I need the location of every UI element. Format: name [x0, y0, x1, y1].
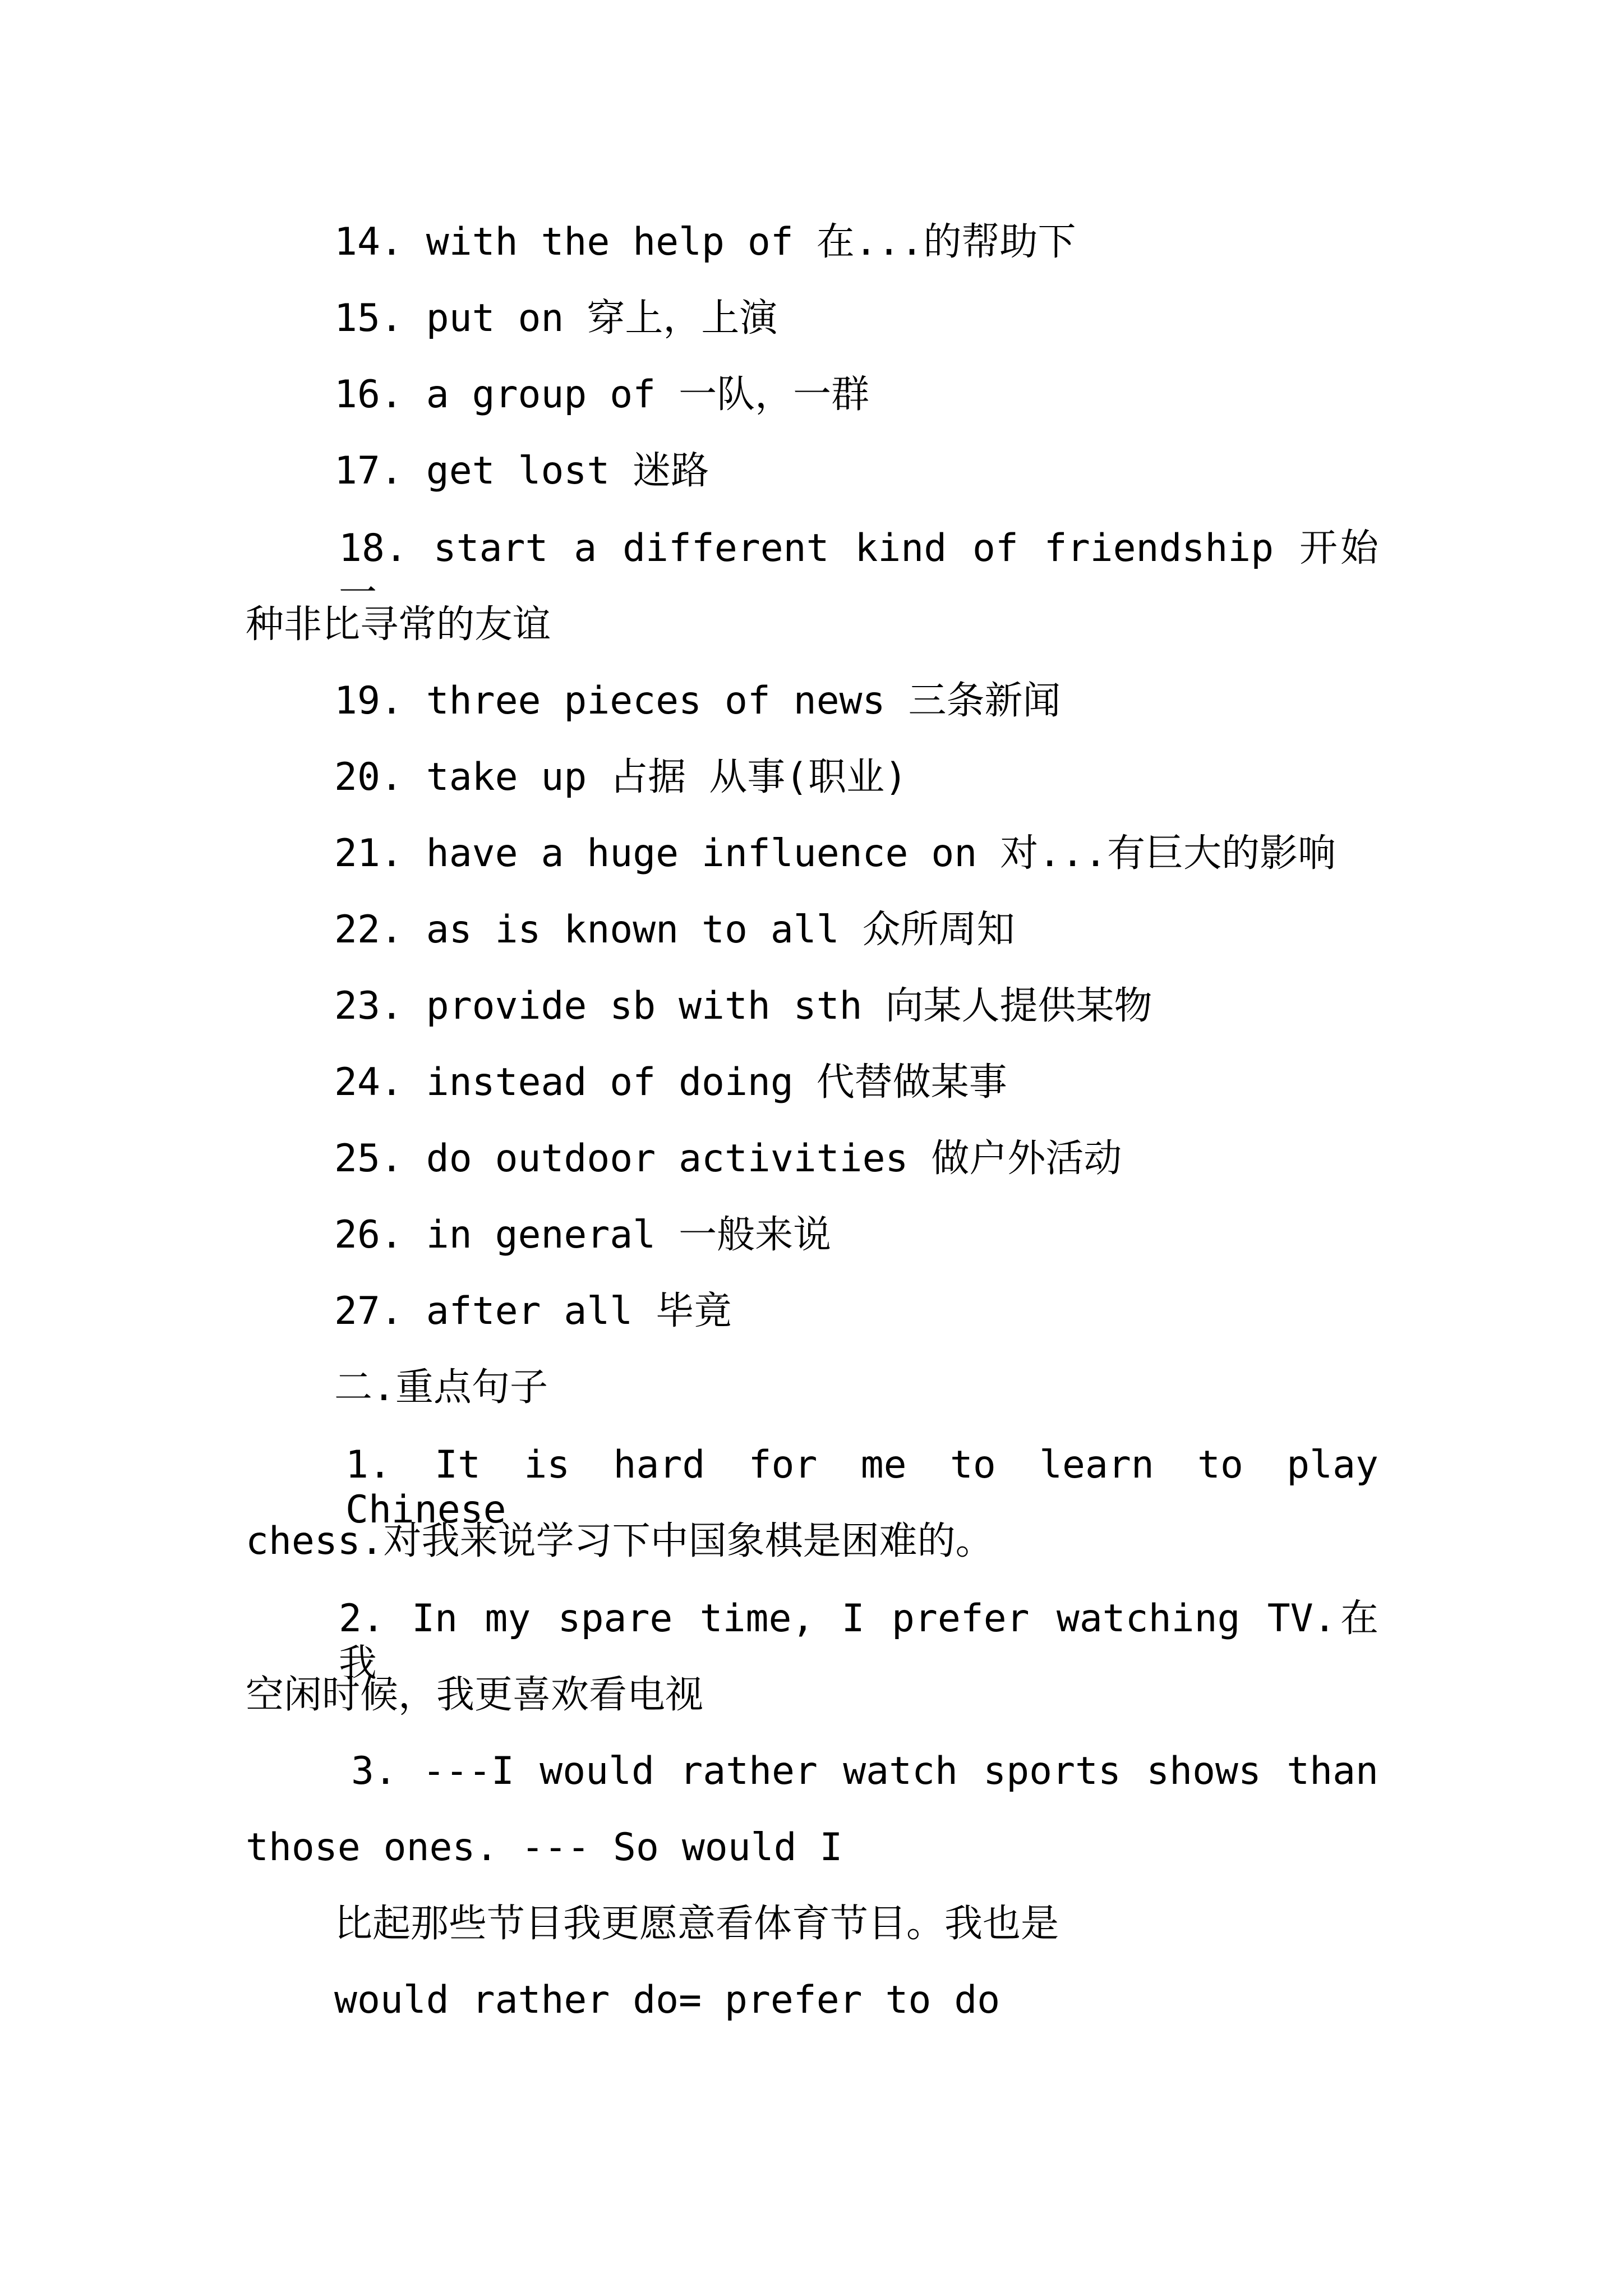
phrase-item-21: 21. have a huge influence on 对...有巨大的影响 — [334, 831, 1336, 876]
phrase-item-25: 25. do outdoor activities 做户外活动 — [334, 1137, 1122, 1181]
sentence-2-continuation: 空闲时候，我更喜欢看电视 — [246, 1673, 704, 1717]
phrase-item-22: 22. as is known to all 众所周知 — [334, 908, 1015, 952]
sentence-1-continuation: chess.对我来说学习下中国象棋是困难的。 — [246, 1519, 994, 1563]
usage-note: would rather do= prefer to do — [334, 1978, 1000, 2022]
phrase-item-20: 20. take up 占据 从事(职业) — [334, 755, 908, 799]
sentence-3-continuation: those ones. --- So would I — [246, 1825, 843, 1870]
phrase-item-19: 19. three pieces of news 三条新闻 — [334, 679, 1061, 723]
sentence-3-translation: 比起那些节目我更愿意看体育节目。我也是 — [334, 1902, 1059, 1946]
phrase-item-16: 16. a group of 一队，一群 — [334, 372, 870, 417]
section-heading: 二.重点句子 — [334, 1365, 548, 1410]
phrase-item-23: 23. provide sb with sth 向某人提供某物 — [334, 984, 1152, 1028]
phrase-item-18: 18. start a different kind of friendship 开始一 — [339, 526, 1378, 615]
sentence-1: 1. It is hard for me to learn to play Chinese — [345, 1443, 1378, 1532]
phrase-item-15: 15. put on 穿上，上演 — [334, 296, 778, 341]
sentence-2: 2. In my spare time, I prefer watching TV.在我 — [339, 1596, 1378, 1686]
phrase-item-14: 14. with the help of 在...的帮助下 — [334, 220, 1076, 264]
phrase-item-17: 17. get lost 迷路 — [334, 449, 709, 493]
phrase-item-18-continuation: 种非比寻常的友谊 — [246, 602, 551, 647]
sentence-3: 3. ---I would rather watch sports shows than — [351, 1749, 1378, 1793]
phrase-item-27: 27. after all 毕竟 — [334, 1289, 732, 1333]
phrase-item-26: 26. in general 一般来说 — [334, 1213, 832, 1257]
phrase-item-24: 24. instead of doing 代替做某事 — [334, 1060, 1007, 1105]
